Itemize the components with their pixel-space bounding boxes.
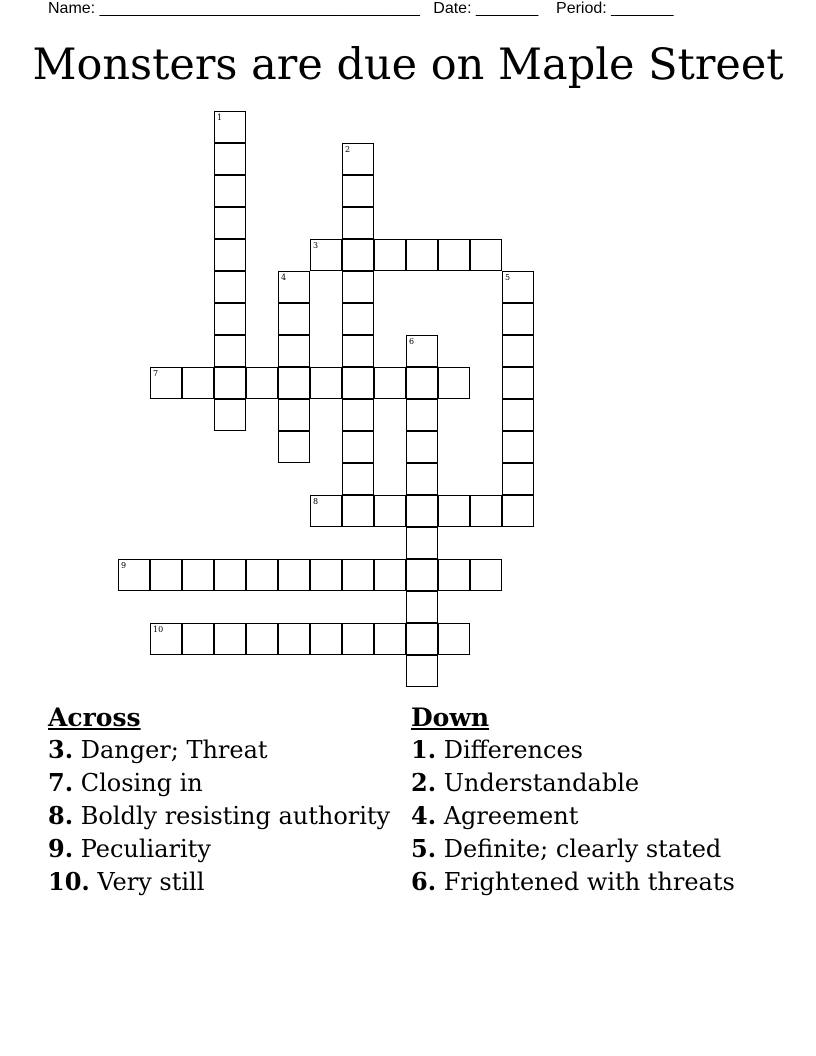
across-clue [48, 736, 408, 764]
grid-cell[interactable] [278, 303, 310, 335]
grid-cell[interactable] [342, 239, 374, 271]
grid-cell[interactable] [438, 367, 470, 399]
clue-text: Agreement [443, 802, 579, 830]
date-field-label[interactable]: Date: _______ [433, 0, 539, 17]
grid-cell[interactable] [214, 207, 246, 239]
grid-cell[interactable] [118, 559, 150, 591]
grid-cell[interactable] [214, 143, 246, 175]
grid-cell[interactable] [470, 559, 502, 591]
clue-number: 2. [411, 768, 437, 797]
grid-cell[interactable] [406, 367, 438, 399]
clue-text: Closing in [80, 769, 203, 797]
clue-number: 7. [48, 768, 74, 797]
down-clue [411, 769, 791, 797]
grid-cell[interactable] [374, 495, 406, 527]
clue-number: 4 [281, 273, 287, 282]
grid-cell[interactable] [182, 559, 214, 591]
grid-cell[interactable] [278, 271, 310, 303]
down-clue [411, 868, 791, 896]
grid-cell[interactable] [214, 271, 246, 303]
grid-cell[interactable] [374, 623, 406, 655]
grid-cell[interactable] [214, 559, 246, 591]
grid-cell[interactable] [278, 431, 310, 463]
grid-cell[interactable] [502, 463, 534, 495]
grid-cell[interactable] [406, 655, 438, 687]
grid-cell[interactable] [406, 527, 438, 559]
grid-cell[interactable] [374, 239, 406, 271]
grid-cell[interactable] [150, 559, 182, 591]
clue-number: 9. [48, 834, 74, 863]
grid-cell[interactable] [214, 175, 246, 207]
across-clue [48, 835, 408, 863]
grid-cell[interactable] [406, 399, 438, 431]
grid-cell[interactable] [406, 623, 438, 655]
clue-text: Differences [443, 736, 583, 764]
clue-number: 9 [121, 561, 127, 570]
page-title: Monsters are due on Maple Street [32, 40, 784, 90]
grid-cell[interactable] [278, 367, 310, 399]
grid-cell[interactable] [310, 495, 342, 527]
clue-number: 5. [411, 834, 437, 863]
down-clue-list [411, 736, 791, 896]
grid-cell[interactable] [342, 431, 374, 463]
grid-cell[interactable] [214, 303, 246, 335]
grid-cell[interactable] [470, 239, 502, 271]
clue-text: Boldly resisting authority [80, 802, 391, 830]
grid-cell[interactable] [406, 559, 438, 591]
period-field-label[interactable]: Period: _______ [556, 0, 674, 17]
grid-cell[interactable] [342, 335, 374, 367]
grid-cell[interactable] [214, 335, 246, 367]
clue-number: 4. [411, 801, 437, 830]
clue-number: 8 [313, 497, 319, 506]
grid-cell[interactable] [278, 399, 310, 431]
grid-cell[interactable] [214, 367, 246, 399]
across-clue [48, 769, 408, 797]
grid-cell[interactable] [406, 495, 438, 527]
grid-cell[interactable] [406, 591, 438, 623]
grid-cell[interactable] [214, 623, 246, 655]
grid-cell[interactable] [406, 335, 438, 367]
grid-cell[interactable] [342, 143, 374, 175]
down-clues [411, 702, 791, 901]
grid-cell[interactable] [342, 399, 374, 431]
grid-cell[interactable] [246, 623, 278, 655]
grid-cell[interactable] [502, 367, 534, 399]
grid-cell[interactable] [438, 239, 470, 271]
grid-cell[interactable] [502, 271, 534, 303]
clue-number: 3 [313, 241, 319, 250]
grid-cell[interactable] [278, 623, 310, 655]
down-clue [411, 835, 791, 863]
across-heading: Across [48, 703, 141, 732]
clue-number: 10. [48, 867, 90, 896]
clue-number: 5 [505, 273, 511, 282]
grid-cell[interactable] [150, 623, 182, 655]
grid-cell[interactable] [342, 623, 374, 655]
grid-cell[interactable] [342, 303, 374, 335]
grid-cell[interactable] [438, 623, 470, 655]
clue-text: Frightened with threats [443, 868, 735, 896]
clue-text: Very still [97, 868, 205, 896]
grid-cell[interactable] [470, 495, 502, 527]
grid-cell[interactable] [246, 367, 278, 399]
grid-cell[interactable] [342, 559, 374, 591]
grid-cell[interactable] [406, 463, 438, 495]
grid-cell[interactable] [502, 399, 534, 431]
grid-cell[interactable] [342, 495, 374, 527]
clue-number: 1. [411, 735, 437, 764]
clue-number: 6. [411, 867, 437, 896]
grid-cell[interactable] [182, 623, 214, 655]
clue-number: 10 [153, 625, 164, 634]
clue-number: 8. [48, 801, 74, 830]
grid-cell[interactable] [310, 239, 342, 271]
across-clue [48, 868, 408, 896]
grid-cell[interactable] [374, 559, 406, 591]
grid-cell[interactable] [342, 207, 374, 239]
down-clue [411, 802, 791, 830]
grid-cell[interactable] [246, 559, 278, 591]
clue-number: 7 [153, 369, 159, 378]
grid-cell[interactable] [502, 335, 534, 367]
grid-cell[interactable] [278, 559, 310, 591]
grid-cell[interactable] [342, 175, 374, 207]
grid-cell[interactable] [438, 559, 470, 591]
grid-cell[interactable] [374, 367, 406, 399]
down-clue [411, 736, 791, 764]
clue-text: Danger; Threat [80, 736, 268, 764]
grid-cell[interactable] [182, 367, 214, 399]
grid-cell[interactable] [278, 335, 310, 367]
clue-text: Definite; clearly stated [443, 835, 722, 863]
name-field-label[interactable]: Name: ____________________________________ [48, 0, 420, 17]
grid-cell[interactable] [342, 463, 374, 495]
grid-cell[interactable] [214, 111, 246, 143]
grid-cell[interactable] [342, 367, 374, 399]
across-clues [48, 702, 408, 901]
grid-cell[interactable] [310, 623, 342, 655]
grid-cell[interactable] [438, 495, 470, 527]
clue-text: Peculiarity [80, 835, 211, 863]
clue-number: 3. [48, 735, 74, 764]
grid-cell[interactable] [150, 367, 182, 399]
down-heading: Down [411, 703, 490, 732]
clue-text: Understandable [443, 769, 640, 797]
clue-number: 6 [409, 337, 415, 346]
grid-cell[interactable] [310, 367, 342, 399]
across-clue [48, 802, 408, 830]
grid-cell[interactable] [502, 495, 534, 527]
grid-cell[interactable] [310, 559, 342, 591]
grid-cell[interactable] [342, 271, 374, 303]
grid-cell[interactable] [406, 239, 438, 271]
grid-cell[interactable] [502, 431, 534, 463]
clue-number: 1 [217, 113, 223, 122]
grid-cell[interactable] [502, 303, 534, 335]
across-clue-list [48, 736, 408, 896]
grid-cell[interactable] [406, 431, 438, 463]
grid-cell[interactable] [214, 239, 246, 271]
clue-number: 2 [345, 145, 351, 154]
grid-cell[interactable] [214, 399, 246, 431]
